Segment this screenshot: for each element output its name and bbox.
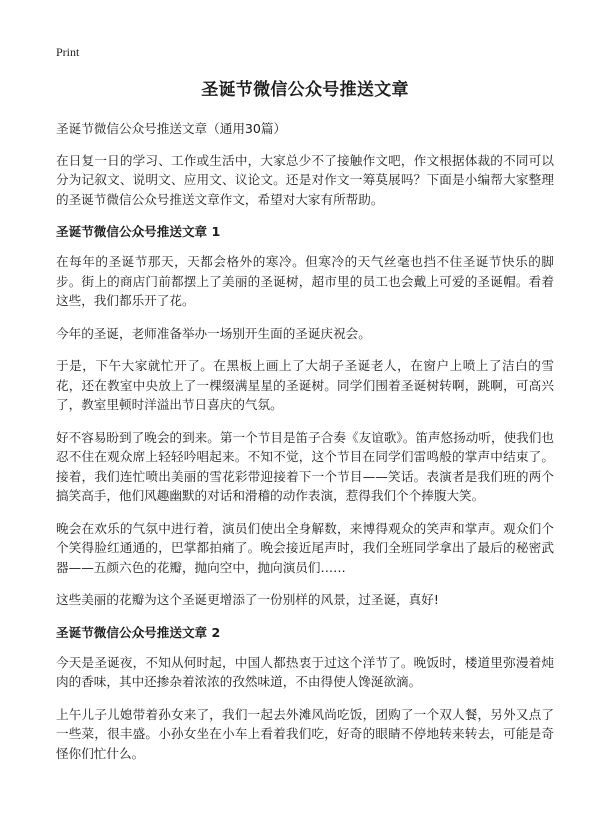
section1-paragraph-2: 今年的圣诞，老师准备举办一场别开生面的圣诞庆祝会。 [56,325,371,341]
section1-paragraph-6: 这些美丽的花瓣为这个圣诞更增添了一份别样的风景，过圣诞，真好! [56,592,439,607]
section-heading-1: 圣诞节微信公众号推送文章 1 [56,224,221,239]
section2-paragraph-1: 今天是圣诞夜，不知从何时起，中国人都热衷于过这个洋节了。晚饭时，楼道里弥漫着炖肉的香味，其中还掺杂着浓浓的孜然味道，不由得使人馋涎欲滴。 [56,654,554,689]
section1-paragraph-4: 好不容易盼到了晚会的到来。第一个节目是笛子合奏《友谊歌》。笛声悠扬动听，使我们也忍不住在观众席上轻轻吟唱起来。不知不觉，这个节目在同学们雷鸣般的掌声中结束了。接着，我们连忙喷出美丽的雪花彩带迎接着下一个节目——笑话。表演者是我们班的两个搞笑高手，他们风趣幽默的对话和滑稽的动作表演，惹得我们个个捧腹大笑。 [56,429,554,503]
section1-paragraph-1: 在每年的圣诞节那天，天都会格外的寒冷。但寒冷的天气丝毫也挡不住圣诞节快乐的脚步。街上的商店门前都摆上了美丽的圣诞树，超市里的员工也会戴上可爱的圣诞帽。看着这些，我们都乐开了花。 [56,254,554,308]
section2-paragraph-2: 上午儿子儿媳带着孙女来了，我们一起去外滩风尚吃饭，团购了一个双人餐，另外又点了一些菜，很丰盛。小孙女坐在小车上看着我们吃，好奇的眼睛不停地转来转去，可能是奇怪你们忙什么。 [56,706,554,761]
section-heading-2: 圣诞节微信公众号推送文章 2 [56,624,221,640]
section1-paragraph-3: 于是，下午大家就忙开了。在黑板上画上了大胡子圣诞老人，在窗户上喷上了洁白的雪花，还在教室中央放上了一棵缀满星星的圣诞树。同学们围着圣诞树转啊，跳啊，可高兴了，教室里顿时洋溢出节日喜庆的气氛。 [56,358,554,412]
document-title: 圣诞节微信公众号推送文章 [201,80,409,100]
intro-paragraph: 在日复一日的学习、工作或生活中，大家总少不了接触作文吧，作文根据体裁的不同可以分为记叙文、说明文、应用文、议论文。还是对作文一筹莫展吗？下面是小编帮大家整理的圣诞节微信公众号推送文章作文，希望对大家有所帮助。 [56,152,554,207]
section1-paragraph-5: 晚会在欢乐的气氛中进行着，演员们使出全身解数，来博得观众的笑声和掌声。观众们个个笑得脸红通通的，巴掌都拍痛了。晚会接近尾声时，我们全班同学拿出了最后的秘密武器——五颜六色的花瓣，抛向空中，抛向演员们…… [56,520,554,575]
document-subtitle: 圣诞节微信公众号推送文章（通用30篇） [56,121,287,136]
print-link[interactable]: Print [56,45,80,59]
